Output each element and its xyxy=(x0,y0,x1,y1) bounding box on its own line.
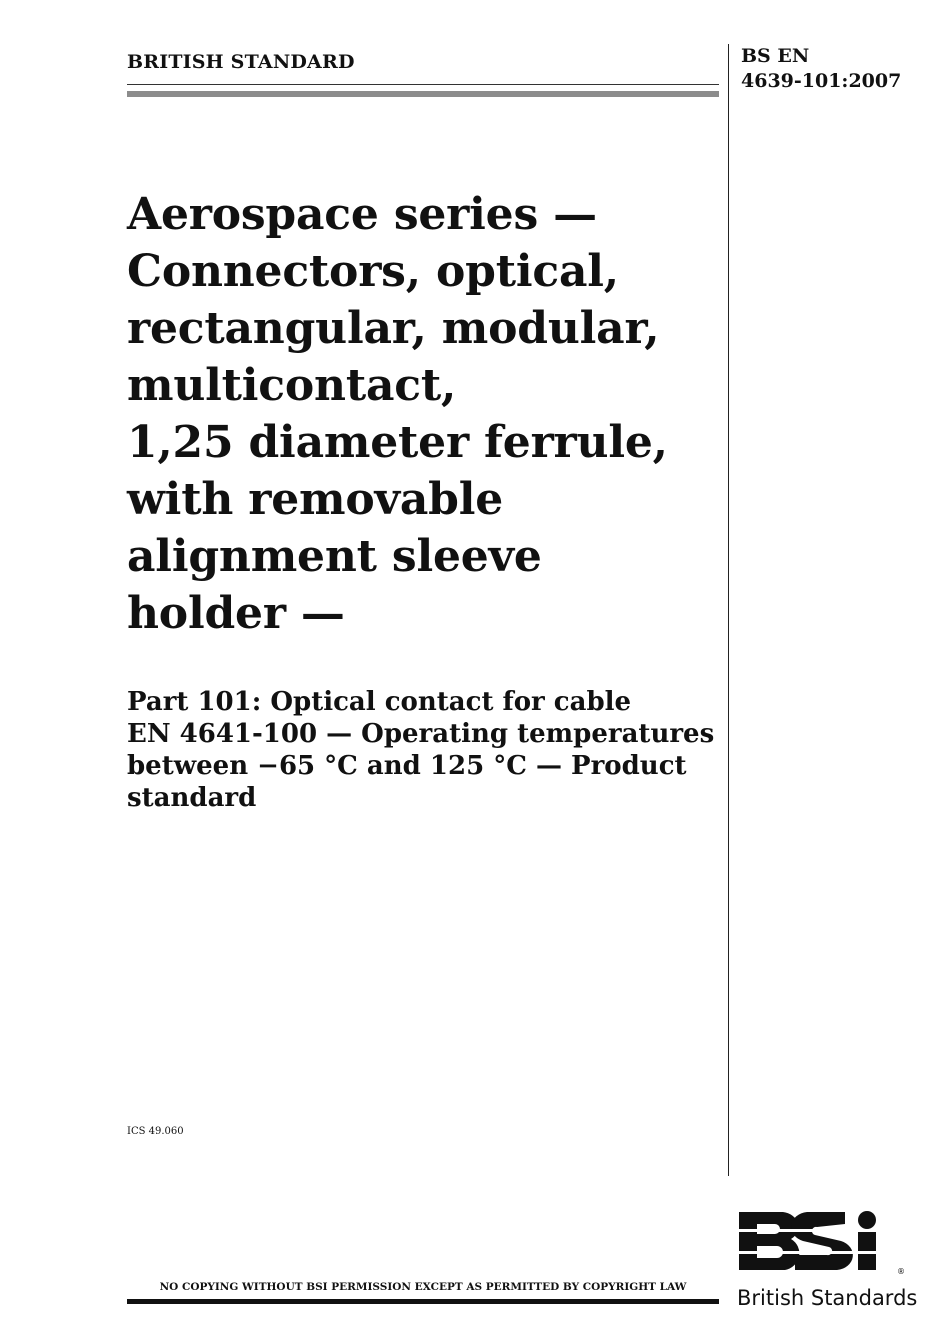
header-thin-rule xyxy=(127,84,719,85)
copyright-notice: NO COPYING WITHOUT BSI PERMISSION EXCEPT AS PERMITTED BY COPYRIGHT LAW xyxy=(159,1281,687,1293)
registered-mark: ® xyxy=(897,1267,905,1276)
bsi-brand-text: British Standards xyxy=(737,1286,918,1310)
subtitle-line: between −65 °C and 125 °C — Product xyxy=(127,751,687,781)
designation-line-1: BS EN xyxy=(741,45,810,67)
ics-code: ICS 49.060 xyxy=(127,1126,184,1137)
footer-rule xyxy=(127,1299,719,1304)
header-thick-rule xyxy=(127,91,719,97)
subtitle-line: Part 101: Optical contact for cable xyxy=(127,687,632,717)
subtitle-line: EN 4641-100 — Operating temperatures xyxy=(127,719,715,749)
title-line: multicontact, xyxy=(127,360,457,411)
document-subtitle xyxy=(127,686,727,814)
title-line: rectangular, modular, xyxy=(127,303,660,354)
document-title xyxy=(127,186,727,642)
designation-line-2: 4639-101:2007 xyxy=(741,70,902,92)
title-line: holder — xyxy=(127,588,345,639)
title-line: alignment sleeve xyxy=(127,531,542,582)
title-line: Aerospace series — xyxy=(127,189,597,240)
title-line: with removable xyxy=(127,474,504,525)
title-line: 1,25 diameter ferrule, xyxy=(127,417,668,468)
standard-designation xyxy=(741,44,901,94)
title-line: Connectors, optical, xyxy=(127,246,619,297)
vertical-divider xyxy=(728,44,729,1176)
subtitle-line: standard xyxy=(127,783,257,813)
standard-type-label: BRITISH STANDARD xyxy=(127,51,355,73)
